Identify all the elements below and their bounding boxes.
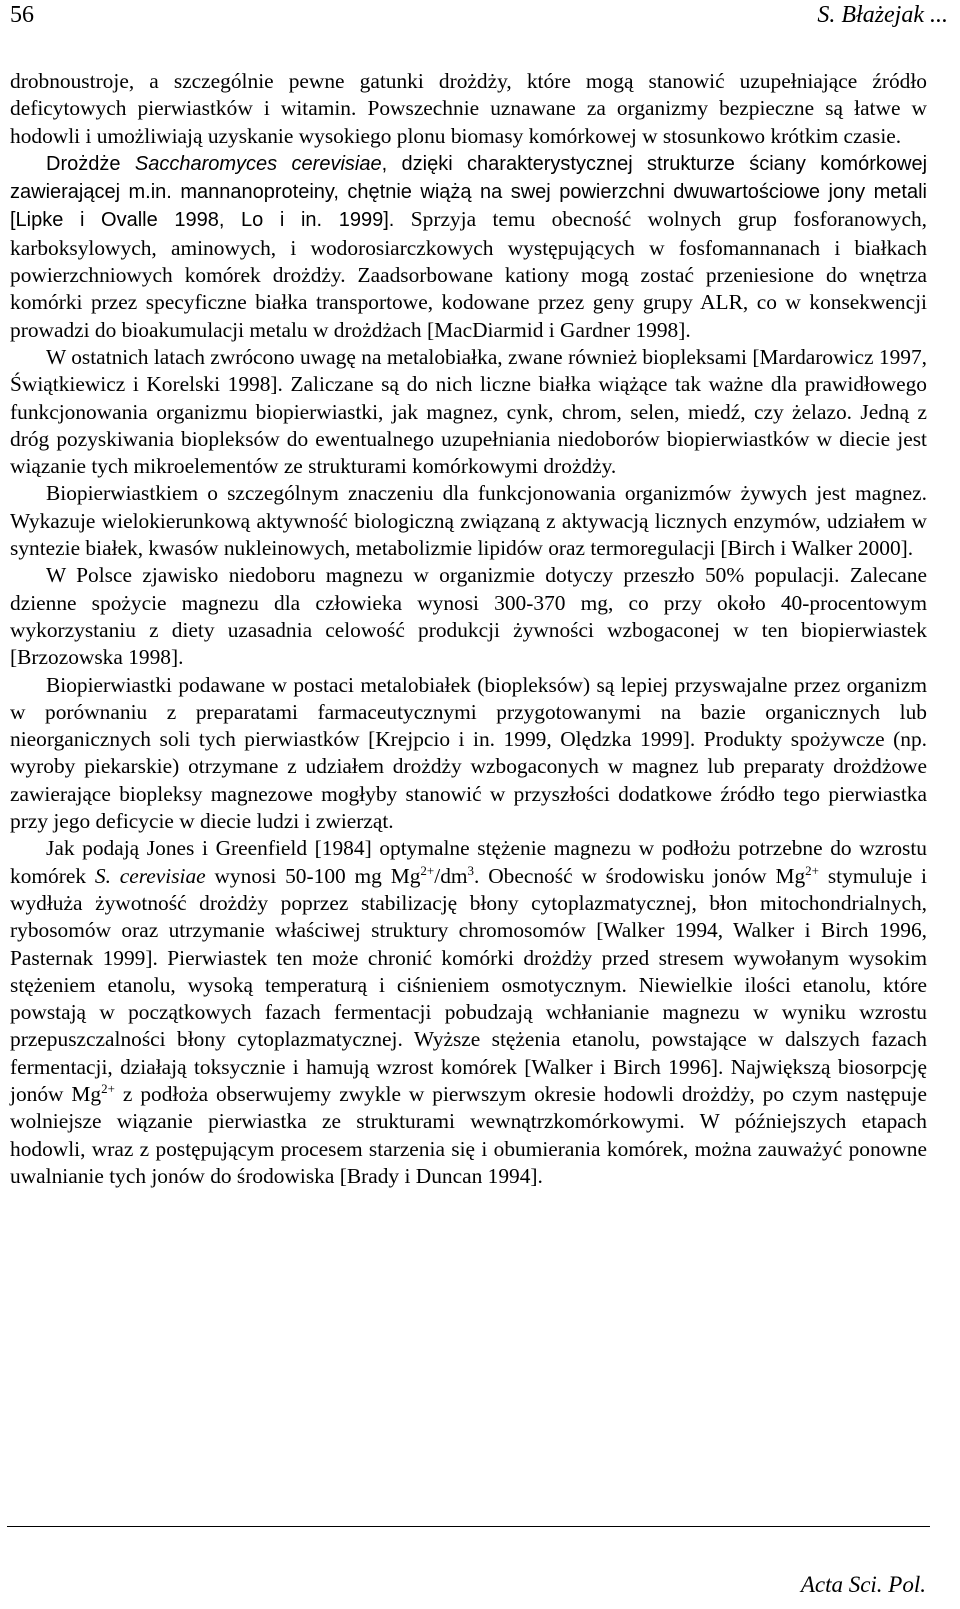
species-name: Saccharomyces cerevisiae [134,152,382,175]
footer-divider [7,1526,930,1527]
superscript-charge: 2+ [101,1080,115,1096]
paragraph-2 [10,150,927,344]
paragraph-4: Biopierwiastkiem o szczególnym znaczeniu dla funkcjonowania organizmów żywych jest magnez. Wykazuje wielokierunkową aktywność biologiczną związaną z aktywacją licznych enzymów, udziałem w syntezie białek, kwasów nukleinowych, metabolizmie lipidów oraz termoregulacji [Birch i Walker 2000]. [10,481,927,561]
paragraph-7-part-a: Jak podają Jones i Greenfield [1984] optymalne stężenie magnezu w podłożu potrzebne do wzrostu komórek [10,836,927,888]
paragraph-6: Biopierwiastki podawane w postaci metalobiałek (biopleksów) są lepiej przyswajalne przez organizm w porównaniu z preparatami farmaceutycznymi przygotowanymi na bazie organicznych lub nieorganicznych soli tych pierwiastków [Krejpcio i in. 1999, Olędzka 1999]. Produkty spożywcze (np. wyroby piekarskie) otrzymane z udziałem drożdży wzbogaconych w magnez lub preparaty drożdżowe zawierające biopleksy magnezowe mogłyby stanowić w przyszłości dodatkowe źródło tego pierwiastka przy jego deficycie w diecie ludzi i zwierząt. [10,672,927,834]
species-name-abbrev: S. cerevisiae [94,863,206,888]
superscript-charge: 2+ [420,862,435,878]
footer-journal-name: Acta Sci. Pol. [800,1572,926,1597]
paragraph-3: W ostatnich latach zwrócono uwagę na metalobiałka, zwane również biopleksami [Mardarowicz 1997, Świątkiewicz i Korelski 1998]. Zaliczane są do nich liczne białka wiążące tak ważne dla prawidłowego funkcjonowania organizmu biopierwiastki, jak magnez, cynk, chrom, selen, miedź, czy żelazo. Jedną z dróg pozyskiwania biopleksów do ewentualnego uzupełniania niedoborów biopierwiastków w diecie jest wiązanie tych mikroelementów ze strukturami komórkowymi drożdży. [10,344,927,479]
paragraph-7-part-f: z podłoża obserwujemy zwykle w pierwszym okresie hodowli drożdży, po czym następuje wolniejsze wiązanie pierwiastka ze strukturami wewnątrzkomórkowymi. W późniejszych etapach hodowli, wraz z postępującym procesem starzenia się i obumierania komórek, można zauważyć ponowne uwalnianie tych jonów do środowiska [Brady i Duncan 1994]. [10,1081,927,1188]
paragraph-7-part-b: wynosi 50-100 mg Mg [205,863,421,888]
paragraph-1: drobnoustroje, a szczególnie pewne gatunki drożdży, które mogą stanowić uzupełniające źródło deficytowych pierwiastków i witamin. Powszechnie uznawane za organizmy bezpieczne są łatwe w hodowli i umożliwiają uzyskanie wysokiego plonu biomasy komórkowej w stosunkowo krótkim czasie. [10,69,927,148]
superscript-cubic: 3 [467,862,475,878]
paragraph-7-part-e: stymuluje i wydłuża żywotność drożdży poprzez stabilizację błony cytoplazmatycznej, błon mitochondrialnych, rybosomów oraz utrzymanie właściwej struktury chromosomów [Walker 1994, Walker i Birch 1996, Pasternak 1999]. Pierwiastek ten może chronić komórki drożdży przed stresem wywołanym wysokim stężeniem etanolu, wysoką temperaturą i ciśnieniem osmotycznym. Niewielkie ilości etanolu, które powstają w początkowych fazach fermentacji pobudzają wchłanianie magnezu w wyniku wzrostu przepuszczalności błony cytoplazmatycznej. Wyższe stężenia etanolu, powstające w dalszych fazach fermentacji, działają toksycznie i hamują wzrost komórek [Walker i Birch 1996]. Największą biosorpcję jonów Mg [10,863,927,1106]
article-body [10,68,927,1190]
paragraph-2-lead: Drożdże [46,152,135,175]
paragraph-7 [10,835,927,1190]
running-header-author: S. Błażejak ... [817,2,948,28]
paragraph-7-part-c: /dm [434,863,468,888]
paragraph-7-part-d: . Obecność w środowisku jonów Mg [474,863,806,888]
page-number: 56 [10,2,34,28]
paragraph-5: W Polsce zjawisko niedoboru magnezu w organizmie dotyczy przeszło 50% populacji. Zalecane dzienne spożycie magnezu dla człowieka wynosi 300-370 mg, co przy około 40-procentowym wykorzystaniu z diety uzasadnia celowość produkcji żywności wzbogaconej w ten biopierwiastek [Brzozowska 1998]. [10,563,927,670]
paragraph-2-text: Sprzyja temu obecność wolnych grup fosforanowych, karboksylowych, aminowych, i wodorosiarczkowych występujących w fosfomannanach i białkach powierzchniowych komórek drożdży. Zaadsorbowane kationy mogą zostać przeniesione do wnętrza komórki przez specyficzne białka transportowe, kodowane przez geny grupy ALR, co w konsekwencji prowadzi do bioakumulacji metalu w drożdżach [MacDiarmid i Gardner 1998]. [10,207,927,342]
superscript-charge: 2+ [805,862,819,878]
paragraph-2-text-sans: , dzięki charakterystycznej strukturze ściany komórkowej zawierającej m.in. mannanoproteiny, chętnie wiążą na swej powierzchni dwuwartościowe jony metali [Lipke i Ovalle 1998, Lo i in. 1999]. [10,152,928,232]
